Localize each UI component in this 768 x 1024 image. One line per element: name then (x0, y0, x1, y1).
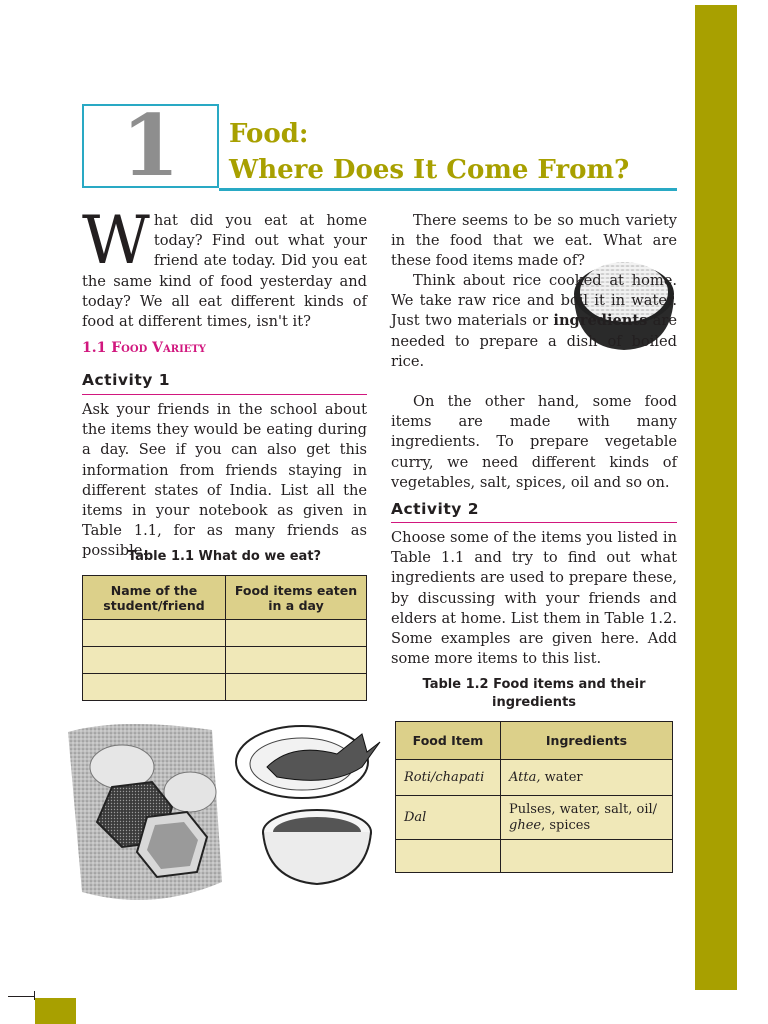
table2-header-item: Food Item (396, 722, 501, 760)
activity2-text: Choose some of the items you listed in Table 1.1 and try to find out what ingredients are used to prepare these, by discussing with your friends and elders at home. List them in Table 1.2. Some examples are given here. Add some more items to this list. (391, 529, 677, 668)
chapter-title-rule (219, 188, 677, 191)
idli-plate-image (68, 724, 222, 900)
table1-cell (226, 647, 367, 674)
chapter-number: 1 (121, 96, 180, 195)
ingredient-rest: water (540, 770, 583, 785)
table1-cell (226, 674, 367, 701)
crop-mark (8, 996, 35, 997)
rice-text-a: Think about rice cooked at home. We take raw rice and boil it in water. Just two materials or (391, 272, 677, 330)
table2-cell-item: Dal (396, 796, 501, 840)
chapter-number-box (82, 96, 219, 195)
right-paragraph-3: On the other hand, some food items are made with many ingredients. To prepare vegetable curry, we need different kinds of vegetables, salt, spices, oil and so on. (391, 393, 677, 491)
table2-caption-line1: Table 1.2 Food items and their (422, 677, 646, 692)
table1-cell (226, 620, 367, 647)
rice-text-b: are needed to prepare a dish of boiled rice. (391, 312, 677, 370)
intro-text: hat did you eat at home today? Find out what your friend ate today. Did you eat the same kind of food yesterday and today? We all eat different kinds of food at different times, isn't it? (82, 212, 367, 331)
drop-cap: W (82, 202, 150, 279)
table1-cell (83, 647, 226, 674)
table1 (82, 575, 367, 701)
right-paragraph-1: There seems to be so much variety in the food that we eat. What are these food items made of? (391, 212, 677, 270)
page-corner-block (35, 998, 76, 1024)
activity1-heading: Activity 1 (82, 371, 171, 389)
activity2-heading: Activity 2 (391, 500, 480, 518)
table2 (395, 721, 673, 873)
table2-header-ingredients: Ingredients (501, 722, 673, 760)
table1-header-items: Food items eaten in a day (226, 576, 367, 620)
table2-caption-line2: ingredients (491, 695, 577, 710)
keyword-ingredients: ingredients (553, 312, 648, 330)
table1-cell (83, 620, 226, 647)
curry-bowl-image (263, 810, 371, 884)
ingredient-rest: , spices (541, 817, 591, 833)
side-color-bar (695, 5, 737, 990)
chapter-title-line1: Food: (229, 119, 309, 149)
right-paragraph-2 (391, 271, 677, 372)
section-heading (82, 340, 206, 356)
table2-cell-item (396, 840, 501, 873)
crop-mark-tick (34, 991, 35, 1000)
ingredient-italic: Atta, (509, 770, 541, 785)
table1-caption: Table 1.1 What do we eat? (127, 549, 322, 564)
chapter-title-line2: Where Does It Come From? (229, 155, 630, 185)
activity1-text: Ask your friends in the school about the items they would be eating during a day. See if you can also get this information from friends staying in different states of India. List all the items in your notebook as given in Table 1.1, for as many friends as possible. (82, 401, 367, 560)
table1-cell (83, 674, 226, 701)
intro-paragraph (82, 202, 367, 332)
section-heading-text: 1.1 Food Variety (82, 340, 206, 356)
table2-cell-ingredients (501, 760, 673, 796)
table2-cell-ingredients (501, 796, 673, 840)
fish-plate-image (236, 726, 380, 798)
activity2-rule (391, 522, 677, 523)
chapter-title (229, 116, 629, 188)
ingredient-line1: Pulses, water, salt, oil/ (509, 801, 658, 817)
activity1-rule (82, 394, 367, 395)
table2-cell-ingredients (501, 840, 673, 873)
table2-cell-item: Roti/chapati (396, 760, 501, 796)
food-illustration (62, 712, 392, 912)
ingredient-italic: ghee (509, 817, 542, 833)
table1-header-name: Name of the student/friend (83, 576, 226, 620)
table2-caption (391, 676, 677, 712)
